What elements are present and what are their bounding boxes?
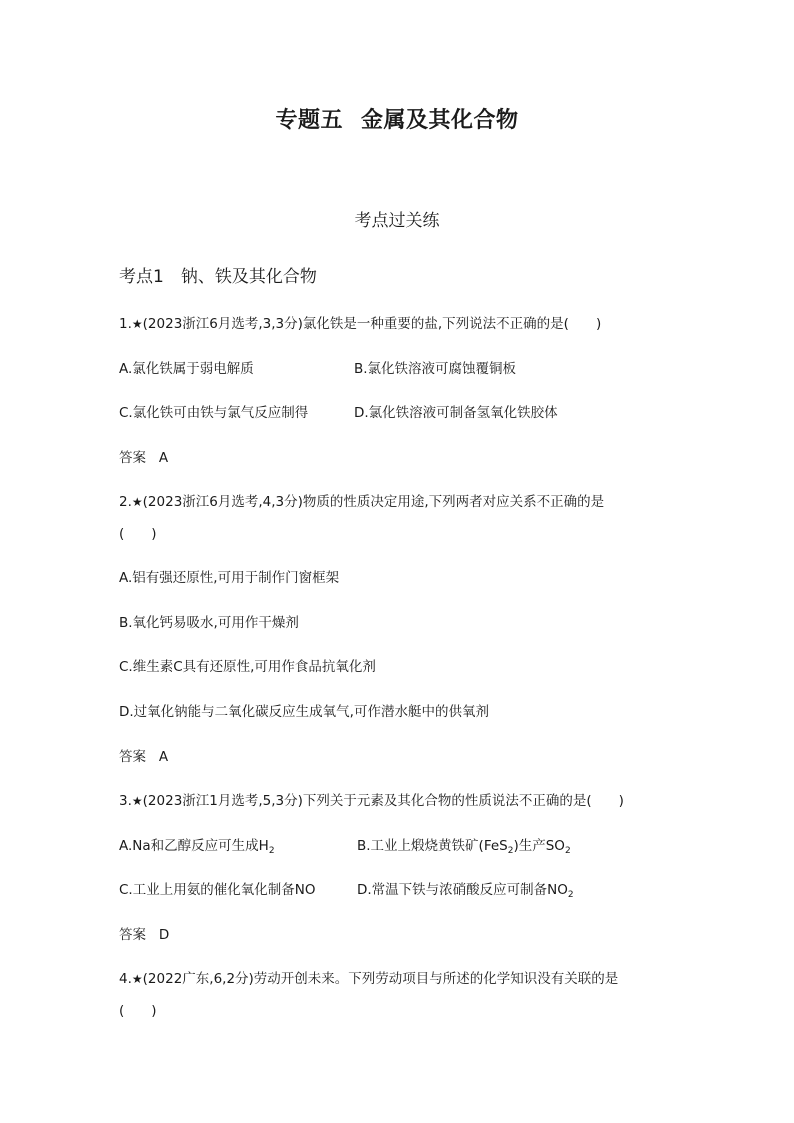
title-subject: 金属及其化合物 — [361, 108, 519, 133]
question-3-option-c: C.工业上用氨的催化氧化制备NO — [119, 882, 316, 898]
question-1-option-b: B.氯化铁溶液可腐蚀覆铜板 — [354, 361, 517, 377]
question-2-answer: 答案 A — [119, 749, 169, 765]
question-1-option-a: A.氯化铁属于弱电解质 — [119, 361, 254, 377]
page-subtitle: 考点过关练 — [354, 211, 440, 231]
question-4-stem: 4.★(2022广东,6,2分)劳动开创未来。下列劳动项目与所述的化学知识没有关联的是 — [119, 971, 619, 987]
question-2-option-a: A.铝有强还原性,可用于制作门窗框架 — [119, 570, 340, 586]
star-icon: ★ — [131, 317, 143, 331]
question-4-stem-cont: ( ) — [119, 1003, 157, 1019]
question-3-option-d: D.常温下铁与浓硝酸反应可制备$NO_2$ — [357, 882, 574, 900]
section-heading: 考点1 钠、铁及其化合物 — [119, 267, 317, 287]
title-topic: 专题五 — [275, 108, 343, 133]
star-icon: ★ — [131, 972, 143, 986]
question-2-option-c: C.维生素C具有还原性,可用作食品抗氧化剂 — [119, 659, 376, 675]
star-icon: ★ — [131, 794, 143, 808]
page-title — [0, 103, 794, 134]
question-2-option-d: D.过氧化钠能与二氧化碳反应生成氧气,可作潜水艇中的供氧剂 — [119, 704, 489, 720]
question-3-option-b: B.工业上煅烧黄铁矿(FeS$_2$)生产$SO_2$ — [357, 838, 571, 856]
question-2-stem-cont: ( ) — [119, 526, 157, 542]
question-3-option-a: A.Na和乙醇反应可生成$H_2$ — [119, 838, 275, 856]
question-1-answer: 答案 A — [119, 450, 169, 466]
question-1-option-d: D.氯化铁溶液可制备氢氧化铁胶体 — [354, 405, 558, 421]
question-2-option-b: B.氧化钙易吸水,可用作干燥剂 — [119, 615, 299, 631]
question-1-stem: 1.★(2023浙江6月选考,3,3分)氯化铁是一种重要的盐,下列说法不正确的是( ) — [119, 316, 602, 332]
question-3-stem: 3.★(2023浙江1月选考,5,3分)下列关于元素及其化合物的性质说法不正确的是( ) — [119, 793, 624, 809]
question-2-stem: 2.★(2023浙江6月选考,4,3分)物质的性质决定用途,下列两者对应关系不正确的是 — [119, 494, 605, 510]
question-3-answer: 答案 D — [119, 927, 170, 943]
question-1-option-c: C.氯化铁可由铁与氯气反应制得 — [119, 405, 309, 421]
star-icon: ★ — [131, 495, 143, 509]
